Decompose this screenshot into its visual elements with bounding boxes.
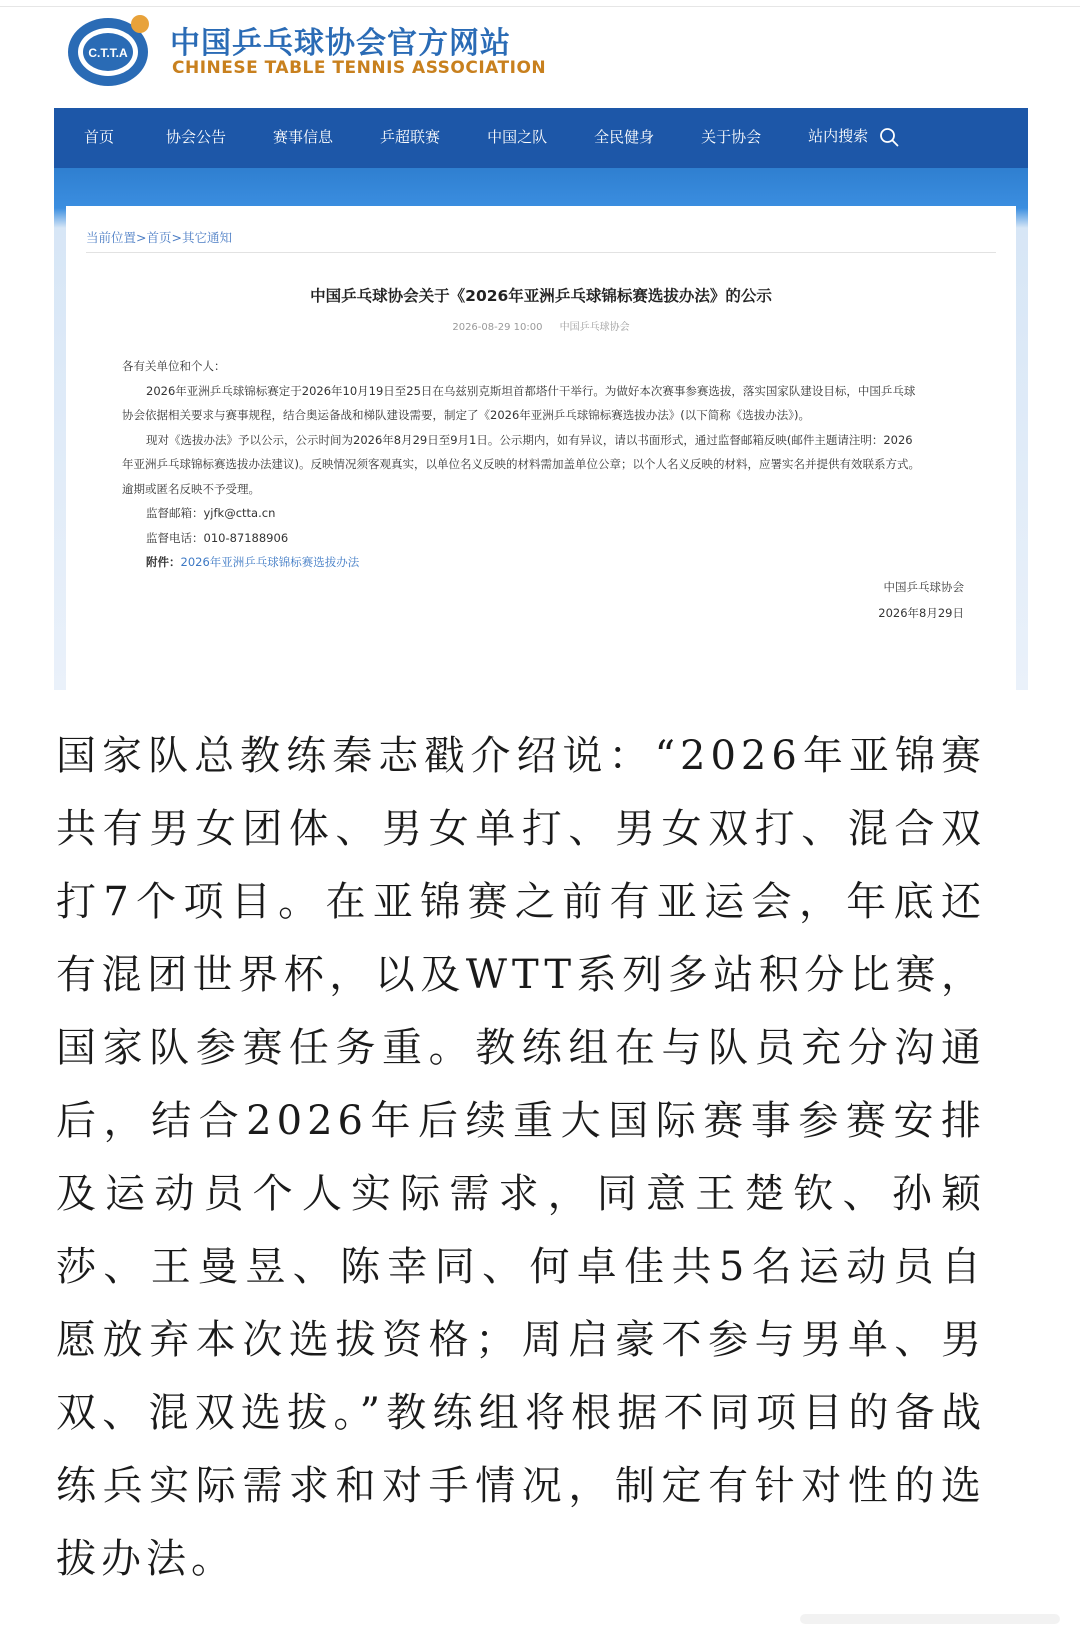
- phone-label: 监督电话：: [146, 530, 204, 545]
- breadcrumb-divider: [86, 252, 996, 253]
- watermark-icon: [800, 1604, 1060, 1634]
- nav-item-fitness[interactable]: 全民健身: [594, 127, 655, 146]
- signature-date: 2026年8月29日: [878, 606, 964, 620]
- notice-title: 中国乒乓球协会关于《2026年亚洲乒乓球锦标赛选拔办法》的公示: [310, 287, 772, 305]
- notice-attachment-line: [122, 550, 922, 575]
- phone-value: 010-87188906: [203, 530, 289, 545]
- notice-paragraph-1: 2026年亚洲乒乓球锦标赛定于2026年10月19日至25日在乌兹别克斯坦首都塔什干举行。为做好本次赛事参赛选拔，落实国家队建设目标，中国乒乓球协会依据相关要求与赛事规程，结合奥运备战和梯队建设需要，制定了《2026年亚洲乒乓球锦标赛选拔办法》(以下简称《选拔办法》)。: [122, 383, 916, 422]
- nav-item-about[interactable]: 关于协会: [701, 127, 762, 146]
- logo-letters: C.T.T.A: [88, 46, 128, 60]
- signature-org: 中国乒乓球协会: [883, 580, 964, 594]
- nav-item-site-search[interactable]: [808, 125, 899, 147]
- notice-signature: [878, 574, 964, 626]
- nav-item-announcements[interactable]: 协会公告: [166, 127, 227, 146]
- top-divider: [0, 6, 1080, 7]
- site-search-label: 站内搜索: [808, 127, 869, 146]
- search-icon[interactable]: [879, 127, 899, 147]
- nav-item-super-league[interactable]: 乒超联赛: [380, 127, 441, 146]
- notice-paragraph-2: 现对《选拔办法》予以公示，公示时间为2026年8月29日至9月1日。公示期内，如有异议，请以书面形式，通过监督邮箱反映(邮件主题请注明：2026年亚洲乒乓球锦标赛选拔办法建议)。反映情况须客观真实，以单位名义反映的材料需加盖单位公章；以个人名义反映的材料，应署实名并提供有效联系方式。逾期或匿名反映不予受理。: [122, 432, 920, 496]
- nav-item-national-team[interactable]: 中国之队: [487, 127, 548, 146]
- site-logo[interactable]: [62, 10, 547, 90]
- site-frame: [54, 108, 1028, 690]
- nav-item-home[interactable]: 首页: [84, 127, 115, 146]
- ctta-logo-icon: [62, 10, 158, 90]
- email-value: yjfk@ctta.cn: [203, 506, 276, 520]
- notice-body: [122, 354, 922, 575]
- site-name-en: CHINESE TABLE TENNIS ASSOCIATION: [172, 58, 547, 78]
- attachment-label: 附件：: [146, 555, 181, 569]
- notice-card: [66, 206, 1016, 690]
- notice-source: 中国乒乓球协会: [559, 322, 630, 333]
- notice-meta: [66, 318, 1016, 333]
- email-label: 监督邮箱：: [146, 506, 204, 520]
- notice-salutation: 各有关单位和个人：: [122, 359, 226, 373]
- notice-phone-line: [122, 526, 922, 551]
- article-text: 国家队总教练秦志戳介绍说：“2026年亚锦赛共有男女团体、男女单打、男女双打、混合双打7个项目。在亚锦赛之前有亚运会，年底还有混团世界杯，以及WTT系列多站积分比赛，国家队参赛任务重。教练组在与队员充分沟通后，结合2026年后续重大国际赛事参赛安排及运动员个人实际需求，同意王楚钦、孙颖莎、王曼昱、陈幸同、何卓佳共5名运动员自愿放弃本次选拔资格；周启豪不参与男单、男双、混双选拔。”教练组将根据不同项目的备战练兵实际需求和对手情况，制定有针对性的选拔办法。: [56, 733, 986, 1582]
- nav-item-events[interactable]: 赛事信息: [273, 127, 334, 146]
- notice-email-line: [122, 501, 922, 526]
- notice-datetime: 2026-08-29 10:00: [452, 322, 543, 333]
- attachment-link[interactable]: 2026年亚洲乒乓球锦标赛选拔办法: [180, 555, 360, 569]
- main-nav: [54, 108, 1028, 164]
- breadcrumb[interactable]: 当前位置>首页>其它通知: [86, 230, 232, 245]
- site-name-cn: 中国乒乓球协会官方网站: [170, 26, 511, 61]
